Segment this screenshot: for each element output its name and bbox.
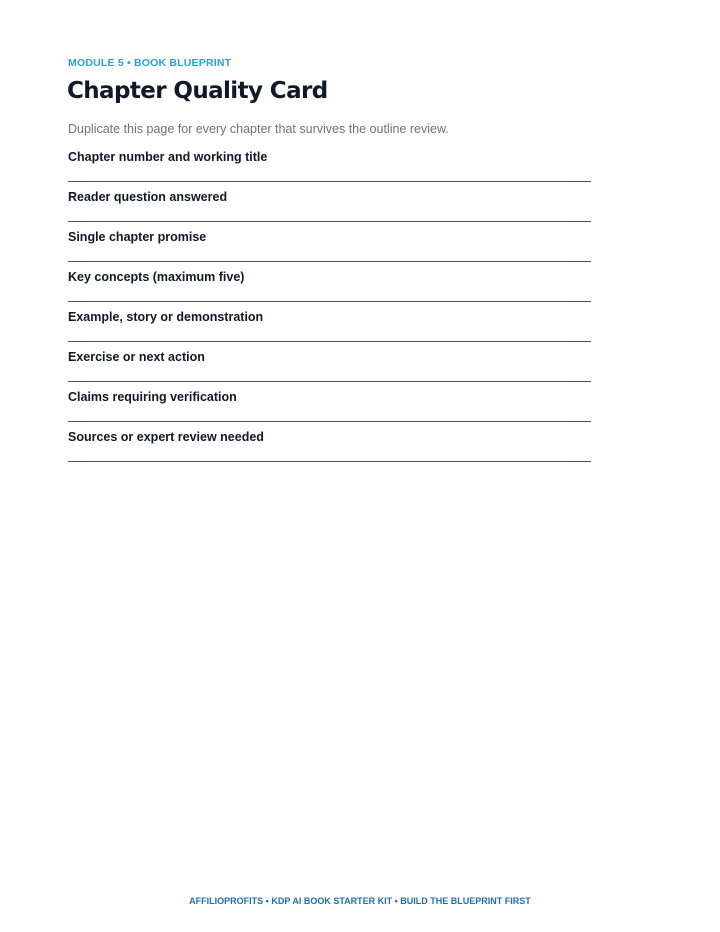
field-label: Sources or expert review needed [68,430,264,444]
form-field-key-concepts[interactable] [68,270,591,310]
module-eyebrow: MODULE 5 • BOOK BLUEPRINT [68,57,232,69]
form-field-example[interactable] [68,310,591,350]
field-label: Claims requiring verification [68,390,237,404]
field-label: Single chapter promise [68,230,207,244]
form-field-reader-question[interactable] [68,190,591,230]
page-title: Chapter Quality Card [67,78,328,104]
field-write-line[interactable] [68,221,591,222]
field-write-line[interactable] [68,421,591,422]
form-field-exercise[interactable] [68,350,591,390]
fields-list [68,150,591,470]
form-field-chapter-promise[interactable] [68,230,591,270]
page-subtitle: Duplicate this page for every chapter that survives the outline review. [68,122,449,136]
field-label: Example, story or demonstration [68,310,264,324]
field-write-line[interactable] [68,301,591,302]
field-label: Reader question answered [68,190,228,204]
field-write-line[interactable] [68,261,591,262]
form-field-chapter-title[interactable] [68,150,591,190]
form-field-sources[interactable] [68,430,591,470]
field-write-line[interactable] [68,381,591,382]
page-footer: AFFILIOPROFITS • KDP AI BOOK STARTER KIT • BUILD THE BLUEPRINT FIRST [189,896,531,906]
field-write-line[interactable] [68,181,591,182]
field-write-line[interactable] [68,341,591,342]
form-field-claims[interactable] [68,390,591,430]
field-label: Exercise or next action [68,350,205,364]
field-label: Key concepts (maximum five) [68,270,245,284]
field-write-line[interactable] [68,461,591,462]
field-label: Chapter number and working title [68,150,268,164]
